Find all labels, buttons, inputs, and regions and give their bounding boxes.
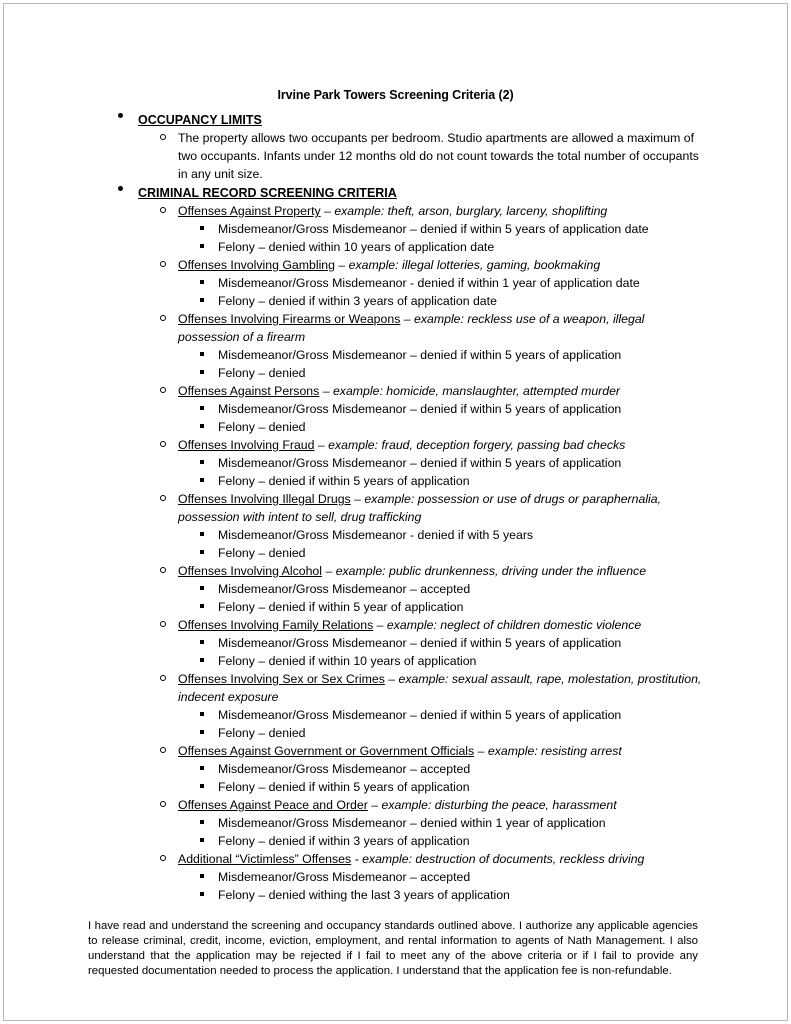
acknowledgement-paragraph: I have read and understand the screening and occupancy standards outlined above. I authorize any applicable agencies to release criminal, credit, income, eviction, employment, and rental information to agents of Nath Management. I also understand that the application may be rejected if I fail to meet any of the above criteria or if I fail to provide any requested documentation needed to process the application. I understand that the application fee is non-refundable.	[88, 920, 698, 978]
square-bullet-icon	[200, 280, 204, 284]
offense-example: – example: possession or use of drugs or paraphernalia, possession with intent to sell, drug trafficking	[178, 492, 662, 524]
circle-bullet-icon	[160, 801, 166, 807]
offense-example: – example: homicide, manslaughter, attempted murder	[322, 384, 621, 398]
page-title: Irvine Park Towers Screening Criteria (2)	[277, 88, 514, 102]
offense-heading	[178, 672, 701, 704]
circle-bullet-icon	[160, 261, 166, 267]
offense-rule-list	[178, 634, 703, 670]
offense-example: – example: sexual assault, rape, molestation, prostitution, indecent exposure	[178, 672, 702, 704]
square-bullet-icon	[200, 406, 204, 410]
section-heading: OCCUPANCY LIMITS	[138, 113, 262, 127]
offense-rule-item	[178, 634, 703, 652]
offense-rule-text: Felony – denied	[218, 546, 306, 560]
offense-rule-item	[178, 472, 703, 490]
offense-rule-item	[178, 580, 703, 598]
square-bullet-icon	[200, 712, 204, 716]
section-heading: CRIMINAL RECORD SCREENING CRITERIA	[138, 186, 397, 200]
offense-heading	[178, 492, 661, 524]
offense-item	[138, 382, 703, 436]
offense-example: - example: destruction of documents, reckless driving	[354, 852, 645, 866]
square-bullet-icon	[200, 874, 204, 878]
offense-rule-text: Felony – denied if within 5 year of application	[218, 600, 464, 614]
offense-item	[138, 310, 703, 382]
offense-name: Offenses Involving Firearms or Weapons	[178, 312, 401, 326]
offense-rule-item	[178, 832, 703, 850]
offense-name: Offenses Against Government or Government Officials	[178, 744, 475, 758]
offense-rule-text: Felony – denied	[218, 726, 306, 740]
offense-rule-list	[178, 760, 703, 796]
square-bullet-icon	[200, 730, 204, 734]
offense-rule-item	[178, 778, 703, 796]
offense-name: Additional “Victimless” Offenses	[178, 852, 352, 866]
offense-rule-item	[178, 346, 703, 364]
offense-rule-list	[178, 526, 703, 562]
square-bullet-icon	[200, 640, 204, 644]
offense-item	[138, 670, 703, 742]
offense-name: Offenses Involving Alcohol	[178, 564, 323, 578]
offense-rule-list	[178, 220, 703, 256]
offense-rule-item	[178, 886, 703, 904]
offense-name: Offenses Involving Sex or Sex Crimes	[178, 672, 385, 686]
square-bullet-icon	[200, 838, 204, 842]
offense-name: Offenses Involving Fraud	[178, 438, 315, 452]
offense-rule-text: Misdemeanor/Gross Misdemeanor – accepted	[218, 762, 471, 776]
offense-rule-item	[178, 400, 703, 418]
offense-example: – example: neglect of children domestic violence	[376, 618, 642, 632]
offense-rule-list	[178, 580, 703, 616]
offense-rule-item	[178, 760, 703, 778]
offense-name: Offenses Against Peace and Order	[178, 798, 368, 812]
offense-example: – example: fraud, deception forgery, passing bad checks	[317, 438, 626, 452]
offense-heading	[178, 204, 607, 218]
offense-rule-list	[178, 706, 703, 742]
offense-rule-item	[178, 868, 703, 886]
offense-rule-item	[178, 526, 703, 544]
offense-rule-item	[178, 652, 703, 670]
square-bullet-icon	[200, 460, 204, 464]
circle-bullet-icon	[160, 855, 166, 861]
circle-bullet-icon	[160, 567, 166, 573]
offense-heading	[178, 438, 625, 452]
offense-rule-text: Felony – denied if within 5 years of application	[218, 780, 470, 794]
offense-item	[138, 562, 703, 616]
offense-heading	[178, 618, 641, 632]
circle-bullet-icon	[160, 315, 166, 321]
document-content	[88, 88, 703, 979]
offense-rule-item	[178, 238, 703, 256]
offense-name: Offenses Involving Gambling	[178, 258, 335, 272]
square-bullet-icon	[200, 370, 204, 374]
offense-rule-text: Misdemeanor/Gross Misdemeanor - denied if with 5 years	[218, 528, 534, 542]
square-bullet-icon	[200, 550, 204, 554]
offense-rule-list	[178, 814, 703, 850]
offense-heading	[178, 384, 620, 398]
offense-item	[138, 616, 703, 670]
square-bullet-icon	[200, 478, 204, 482]
square-bullet-icon	[200, 352, 204, 356]
offense-rule-item	[178, 724, 703, 742]
offense-heading	[178, 852, 644, 866]
circle-bullet-icon	[160, 495, 166, 501]
section-occupancy-limits	[88, 111, 703, 183]
square-bullet-icon	[200, 424, 204, 428]
offense-rule-text: Misdemeanor/Gross Misdemeanor - denied if within 1 year of application date	[218, 276, 640, 290]
circle-bullet-icon	[160, 621, 166, 627]
offense-example: – example: disturbing the peace, harassment	[371, 798, 617, 812]
offense-rule-item	[178, 598, 703, 616]
offense-rule-text: Felony – denied withing the last 3 years of application	[218, 888, 510, 902]
square-bullet-icon	[200, 532, 204, 536]
offense-rule-text: Felony – denied	[218, 366, 306, 380]
offense-item	[138, 490, 703, 562]
square-bullet-icon	[200, 244, 204, 248]
offense-rule-item	[178, 544, 703, 562]
offense-list	[138, 202, 703, 904]
circle-bullet-icon	[160, 134, 166, 140]
outline-root	[88, 111, 703, 904]
offense-rule-item	[178, 364, 703, 382]
offense-item	[138, 202, 703, 256]
offense-rule-list	[178, 346, 703, 382]
offense-item	[138, 796, 703, 850]
square-bullet-icon	[200, 298, 204, 302]
offense-rule-list	[178, 274, 703, 310]
offense-rule-text: Misdemeanor/Gross Misdemeanor – denied if within 5 years of application	[218, 456, 622, 470]
offense-item	[138, 436, 703, 490]
offense-name: Offenses Against Persons	[178, 384, 320, 398]
square-bullet-icon	[200, 604, 204, 608]
offense-rule-text: Felony – denied within 10 years of application date	[218, 240, 495, 254]
offense-rule-text: Misdemeanor/Gross Misdemeanor – accepted	[218, 582, 471, 596]
offense-heading	[178, 258, 600, 272]
offense-name: Offenses Involving Family Relations	[178, 618, 374, 632]
offense-name: Offenses Against Property	[178, 204, 321, 218]
offense-rule-list	[178, 400, 703, 436]
circle-bullet-icon	[160, 675, 166, 681]
offense-heading	[178, 798, 617, 812]
offense-heading	[178, 744, 622, 758]
square-bullet-icon	[200, 658, 204, 662]
offense-rule-text: Felony – denied if within 3 years of application date	[218, 294, 497, 308]
offense-rule-text: Misdemeanor/Gross Misdemeanor – denied if within 5 years of application	[218, 348, 622, 362]
offense-rule-item	[178, 418, 703, 436]
square-bullet-icon	[200, 586, 204, 590]
offense-example: – example: resisting arrest	[477, 744, 622, 758]
offense-rule-text: Misdemeanor/Gross Misdemeanor – denied if within 5 years of application	[218, 402, 622, 416]
list-item	[138, 129, 703, 183]
offense-rule-text: Felony – denied if within 10 years of application	[218, 654, 477, 668]
square-bullet-icon	[200, 820, 204, 824]
offense-rule-item	[178, 274, 703, 292]
offense-rule-item	[178, 814, 703, 832]
occupancy-limits-list	[138, 129, 703, 183]
square-bullet-icon	[200, 226, 204, 230]
offense-example: – example: reckless use of a weapon, illegal possession of a firearm	[178, 312, 645, 344]
offense-rule-list	[178, 454, 703, 490]
offense-example: – example: public drunkenness, driving under the influence	[325, 564, 647, 578]
disc-bullet-icon	[118, 186, 123, 191]
circle-bullet-icon	[160, 207, 166, 213]
offense-rule-item	[178, 706, 703, 724]
offense-rule-text: Misdemeanor/Gross Misdemeanor – accepted	[218, 870, 471, 884]
section-criminal-record-screening-criteria	[88, 184, 703, 904]
occupancy-limits-text: The property allows two occupants per bedroom. Studio apartments are allowed a maximum of two occupants. Infants under 12 months old do not count towards the total number of occupants in any unit size.	[178, 131, 699, 181]
circle-bullet-icon	[160, 747, 166, 753]
offense-heading	[178, 312, 644, 344]
circle-bullet-icon	[160, 441, 166, 447]
offense-rule-text: Felony – denied if within 5 years of application	[218, 474, 470, 488]
offense-rule-text: Felony – denied if within 3 years of application	[218, 834, 470, 848]
offense-item	[138, 850, 703, 904]
square-bullet-icon	[200, 766, 204, 770]
offense-rule-list	[178, 868, 703, 904]
offense-rule-item	[178, 292, 703, 310]
offense-rule-text: Misdemeanor/Gross Misdemeanor – denied if within 5 years of application	[218, 708, 622, 722]
offense-heading	[178, 564, 646, 578]
offense-example: – example: illegal lotteries, gaming, bookmaking	[338, 258, 601, 272]
offense-rule-text: Misdemeanor/Gross Misdemeanor – denied if within 5 years of application	[218, 636, 622, 650]
square-bullet-icon	[200, 892, 204, 896]
circle-bullet-icon	[160, 387, 166, 393]
offense-rule-text: Misdemeanor/Gross Misdemeanor – denied within 1 year of application	[218, 816, 606, 830]
offense-rule-item	[178, 454, 703, 472]
offense-rule-item	[178, 220, 703, 238]
offense-rule-text: Misdemeanor/Gross Misdemeanor – denied if within 5 years of application date	[218, 222, 649, 236]
offense-rule-text: Felony – denied	[218, 420, 306, 434]
offense-item	[138, 742, 703, 796]
disc-bullet-icon	[118, 113, 123, 118]
offense-name: Offenses Involving Illegal Drugs	[178, 492, 351, 506]
offense-example: – example: theft, arson, burglary, larceny, shoplifting	[324, 204, 608, 218]
offense-item	[138, 256, 703, 310]
square-bullet-icon	[200, 784, 204, 788]
